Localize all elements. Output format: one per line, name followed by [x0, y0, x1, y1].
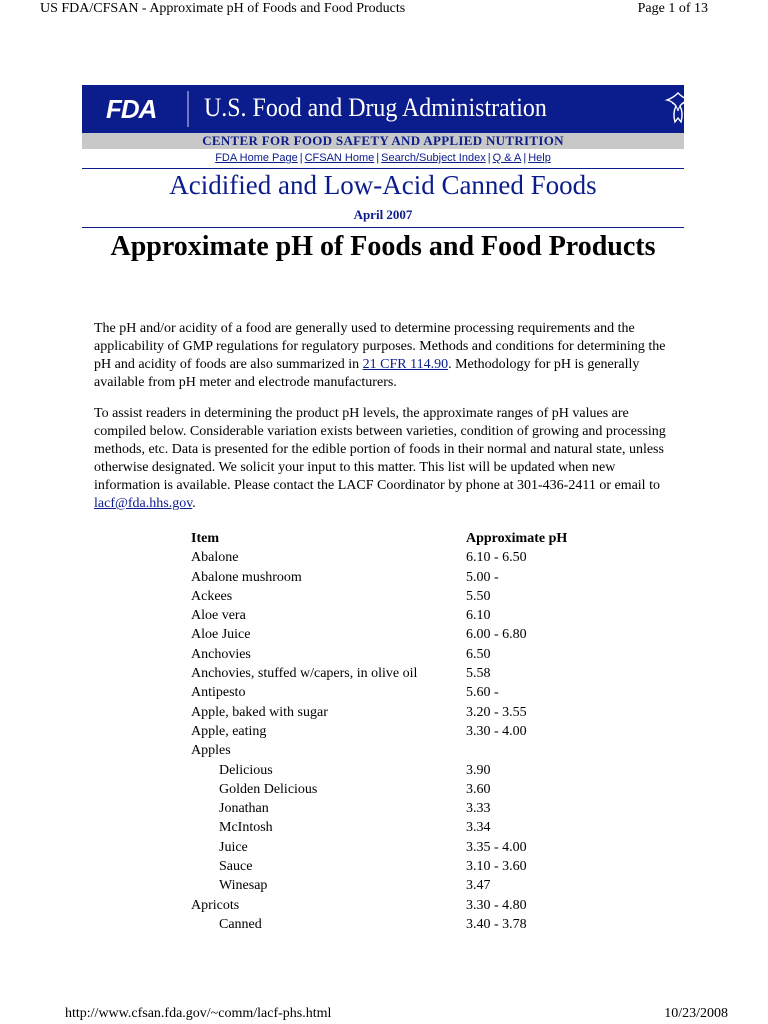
table-row: [191, 761, 611, 780]
table-row: [191, 664, 611, 683]
table-cell-item: Abalone: [191, 550, 239, 566]
table-row: [191, 799, 611, 818]
table-cell-item: Aloe vera: [191, 608, 246, 624]
table-row: [191, 818, 611, 837]
print-header-title: US FDA/CFSAN - Approximate pH of Foods and Food Products: [40, 1, 406, 16]
table-cell-ph: 3.40 - 3.78: [466, 916, 527, 932]
cfr-link[interactable]: 21 CFR 114.90: [362, 357, 449, 372]
table-row: [191, 838, 611, 857]
table-row: [191, 857, 611, 876]
table-row: [191, 606, 611, 625]
hhs-department-label: Department of Health and Human Services: [694, 92, 739, 142]
nav-link-search-index[interactable]: Search/Subject Index: [381, 152, 486, 164]
table-row: [191, 587, 611, 606]
nav-link-qa[interactable]: Q & A: [492, 152, 522, 164]
nav-link-fda-home[interactable]: FDA Home Page: [215, 152, 298, 164]
table-cell-ph: 5.58: [466, 666, 491, 682]
intro-paragraph: The pH and/or acidity of a food are generally used to determine processing requirements and the applicability of GMP regulations for regulatory purposes. Methods and conditions for determining the pH and acidity of foods are also summarized in 21 CFR 114.90. Methodology for pH is generally available from pH meter and electrode manufacturers.: [94, 321, 666, 390]
email-link[interactable]: lacf@fda.hhs.gov: [94, 496, 193, 511]
table-row: [191, 896, 611, 915]
table-cell-ph: 3.30 - 4.00: [466, 723, 527, 739]
table-cell-item: Anchovies: [191, 646, 251, 662]
table-row: [191, 568, 611, 587]
column-header-item: Item: [191, 531, 219, 546]
table-row: [191, 741, 611, 760]
cfsan-center-bar[interactable]: CENTER FOR FOOD SAFETY AND APPLIED NUTRITION: [82, 133, 684, 149]
nav-links: FDA Home Page | CFSAN Home | Search/Subject Index | Q & A | Help: [215, 152, 551, 164]
table-cell-ph: 3.33: [466, 801, 491, 817]
section-date: April 2007: [353, 207, 413, 222]
table-cell-ph: 3.35 - 4.00: [466, 839, 527, 855]
table-cell-item: Golden Delicious: [219, 781, 318, 797]
bottom-rule: [82, 227, 684, 228]
table-cell-ph: 3.60: [466, 781, 491, 797]
table-cell-item: Apple, baked with sugar: [191, 704, 328, 720]
table-cell-ph: 3.47: [466, 878, 491, 894]
table-row: [191, 915, 611, 934]
print-footer-url: http://www.cfsan.fda.gov/~comm/lacf-phs.html: [65, 1006, 332, 1021]
table-cell-ph: 3.10 - 3.60: [466, 859, 527, 875]
table-cell-ph: 5.50: [466, 588, 491, 604]
fda-logo: FDA: [106, 94, 157, 124]
table-cell-item: Winesap: [219, 878, 268, 894]
table-cell-ph: 3.34: [466, 820, 491, 836]
table-cell-ph: 6.10 - 6.50: [466, 550, 527, 566]
table-cell-item: Antipesto: [191, 685, 246, 701]
table-cell-ph: 3.20 - 3.55: [466, 704, 527, 720]
banner-divider: [187, 91, 189, 127]
table-cell-item: Anchovies, stuffed w/capers, in olive oil: [191, 666, 418, 682]
table-header: [191, 529, 611, 548]
page-title: Approximate pH of Foods and Food Products: [110, 231, 656, 262]
hhs-eagle-icon: [664, 91, 692, 125]
table-cell-item: Ackees: [191, 588, 233, 604]
nav-link-help[interactable]: Help: [528, 152, 551, 164]
table-cell-item: Aloe Juice: [191, 627, 251, 643]
table-cell-item: Abalone mushroom: [191, 569, 302, 585]
print-footer-date: 10/23/2008: [664, 1006, 728, 1021]
table-cell-item: Apricots: [191, 897, 240, 913]
table-row: [191, 780, 611, 799]
column-header-ph: Approximate pH: [466, 531, 568, 546]
section-title: Acidified and Low-Acid Canned Foods: [169, 170, 597, 200]
table-cell-ph: 3.90: [466, 762, 491, 778]
banner-title: U.S. Food and Drug Administration: [204, 93, 547, 122]
table-cell-item: Delicious: [219, 762, 273, 778]
top-rule: [82, 168, 684, 169]
table-cell-ph: 6.50: [466, 646, 491, 662]
table-row: [191, 683, 611, 702]
table-cell-item: Canned: [219, 916, 262, 932]
table-cell-ph: 3.30 - 4.80: [466, 897, 527, 913]
table-cell-ph: 6.10: [466, 608, 491, 624]
table-cell-ph: 5.60 -: [466, 685, 499, 701]
table-cell-ph: 6.00 - 6.80: [466, 627, 527, 643]
table-cell-item: Apple, eating: [191, 723, 267, 739]
table-cell-item: McIntosh: [219, 820, 273, 836]
table-row: [191, 722, 611, 741]
table-cell-item: Apples: [191, 743, 231, 759]
table-cell-item: Sauce: [219, 859, 253, 875]
table-row: [191, 703, 611, 722]
table-row: [191, 548, 611, 567]
print-header-page: Page 1 of 13: [637, 1, 708, 16]
table-cell-ph: 5.00 -: [466, 569, 499, 585]
ph-table: [191, 529, 611, 934]
instructions-paragraph: To assist readers in determining the product pH levels, the approximate ranges of pH values are compiled below. Considerable variation exists between varieties, condition of growing and processing methods, etc. Data is presented for the edible portion of foods in their normal and natural state, unless otherwise designated. We solicit your input to this matter. This list will be updated when new information is available. Please contact the LACF Coordinator by phone at 301-436-2411 or email to lacf@fda.hhs.gov.: [94, 406, 666, 511]
table-cell-item: Juice: [219, 839, 248, 855]
table-row: [191, 645, 611, 664]
table-cell-item: Jonathan: [219, 801, 269, 817]
table-row: [191, 876, 611, 895]
nav-link-cfsan-home[interactable]: CFSAN Home: [304, 152, 375, 164]
table-row: [191, 625, 611, 644]
